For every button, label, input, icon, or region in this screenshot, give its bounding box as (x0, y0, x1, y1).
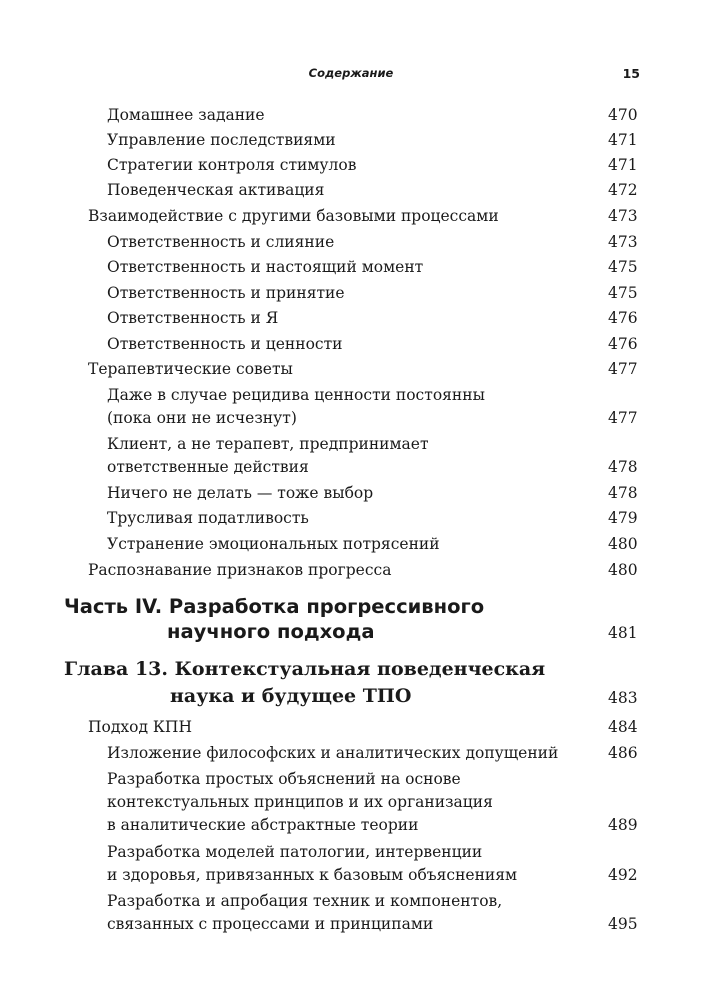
running-title: Содержание (308, 66, 394, 80)
toc-entry-title: Распознавание признаков прогресса (88, 561, 392, 579)
toc-entry-page: 492 (608, 866, 638, 884)
toc-entry (107, 433, 667, 479)
toc-entry-title: Терапевтические советы (88, 360, 293, 378)
toc-entry-page: 478 (608, 458, 638, 476)
toc-entry-page: 484 (608, 718, 638, 736)
page-header (62, 66, 640, 86)
toc-entry-page: 480 (608, 535, 638, 553)
toc-entry-page: 479 (608, 509, 638, 527)
part-title-line: Часть IV. Разработка прогрессивного (64, 595, 485, 618)
toc-entry-page: 471 (608, 156, 638, 174)
chapter-heading (64, 657, 664, 713)
toc-entry-title-line: связанных с процессами и принципами (107, 915, 434, 933)
toc-entry-page: 480 (608, 561, 638, 579)
toc-entry-title: Ничего не делать — тоже выбор (107, 484, 374, 502)
toc-entry-title: Взаимодействие с другими базовыми процессами (88, 207, 499, 225)
part-heading (64, 594, 664, 650)
toc-entry-title-line: ответственные действия (107, 458, 309, 476)
toc-entry-page: 486 (608, 744, 638, 762)
toc-entry-page: 475 (608, 258, 638, 276)
toc-entry-page: 478 (608, 484, 638, 502)
chapter-page: 483 (608, 689, 638, 707)
toc-entry-page: 476 (608, 309, 638, 327)
toc-entry-title: Подход КПН (88, 718, 192, 736)
toc-entry-page: 477 (608, 360, 638, 378)
toc-entry (107, 841, 667, 887)
toc-entry-title: Ответственность и принятие (107, 284, 345, 302)
toc-entry-page: 475 (608, 284, 638, 302)
toc-entry-page: 470 (608, 106, 638, 124)
toc-entry-title-line: Даже в случае рецидива ценности постоянны (107, 386, 485, 404)
toc-entry-title-line: Разработка и апробация техник и компонентов, (107, 892, 503, 910)
toc-entry-title-line: в аналитические абстрактные теории (107, 816, 419, 834)
toc-entry (107, 768, 667, 838)
toc-entry (107, 384, 667, 430)
toc-entry-page: 473 (608, 233, 638, 251)
toc-entry-title: Ответственность и Я (107, 309, 279, 327)
toc-entry-title: Домашнее задание (107, 106, 265, 124)
toc-entry-title: Изложение философских и аналитических допущений (107, 744, 559, 762)
toc-entry-title-line: (пока они не исчезнут) (107, 409, 297, 427)
toc-entry-page: 472 (608, 181, 638, 199)
toc-entry-title: Устранение эмоциональных потрясений (107, 535, 440, 553)
toc-entry-title: Стратегии контроля стимулов (107, 156, 357, 174)
toc-entry-page: 477 (608, 409, 638, 427)
toc-entry-page: 489 (608, 816, 638, 834)
toc-entry-page: 471 (608, 131, 638, 149)
page-number: 15 (622, 66, 640, 81)
toc-entry-page: 495 (608, 915, 638, 933)
toc-entry-title: Поведенческая активация (107, 181, 325, 199)
toc-entry-title: Управление последствиями (107, 131, 336, 149)
toc-entry-title-line: Разработка простых объяснений на основе (107, 770, 461, 788)
toc-entry-page: 476 (608, 335, 638, 353)
toc-entry-title-line: контекстуальных принципов и их организация (107, 793, 493, 811)
toc-entry (107, 890, 667, 936)
toc-entry-title: Ответственность и слияние (107, 233, 335, 251)
chapter-title-line: Глава 13. Контекстуальная поведенческая (64, 658, 546, 680)
toc-entry-title: Ответственность и настоящий момент (107, 258, 424, 276)
part-title-line: научного подхода (167, 620, 375, 643)
toc-entry-title-line: Клиент, а не терапевт, предпринимает (107, 435, 429, 453)
toc-entry-title: Ответственность и ценности (107, 335, 343, 353)
toc-entry-title-line: и здоровья, привязанных к базовым объяснениям (107, 866, 518, 884)
chapter-title-line: наука и будущее ТПО (170, 685, 412, 707)
part-page: 481 (608, 624, 638, 642)
toc-entry-title: Трусливая податливость (107, 509, 309, 527)
toc-entry-page: 473 (608, 207, 638, 225)
toc-entry-title-line: Разработка моделей патологии, интервенции (107, 843, 483, 861)
